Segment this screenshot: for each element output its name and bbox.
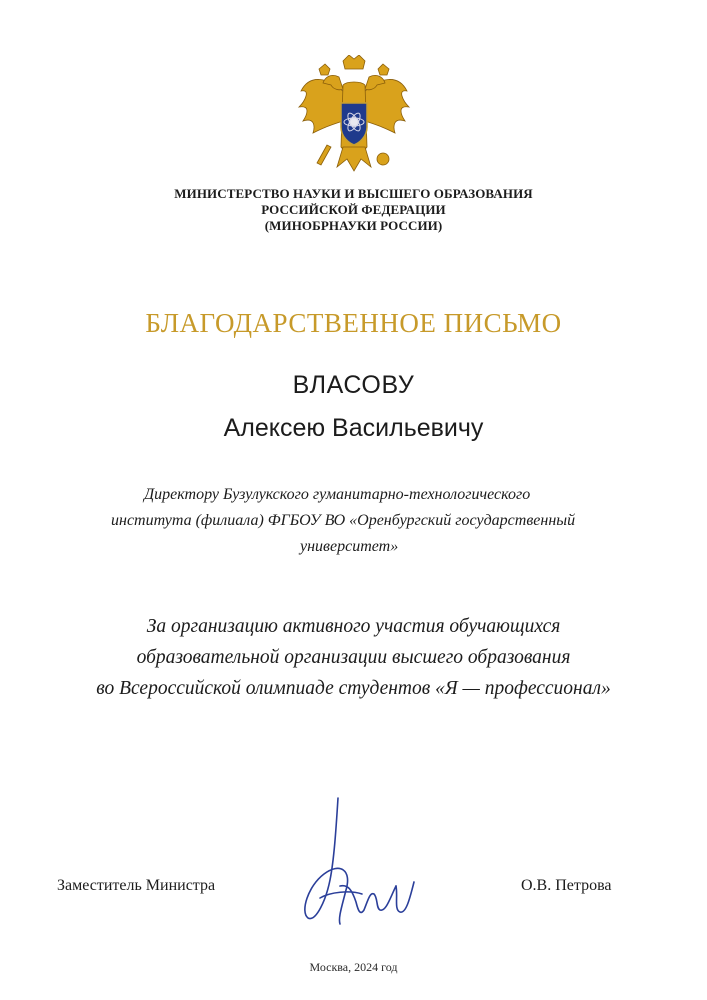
reason-line-3: во Всероссийской олимпиаде студентов «Я — профессионал» [96, 678, 611, 699]
signatory-title: Заместитель Министра [57, 877, 216, 894]
ministry-header [0, 186, 707, 234]
handwritten-signature [290, 790, 440, 940]
recipient-name: Алексею Васильевичу [223, 414, 484, 442]
reason-line-1: За организацию активного участия обучающихся [146, 616, 561, 637]
ministry-name-line-1: МИНИСТЕРСТВО НАУКИ И ВЫСШЕГО ОБРАЗОВАНИЯ [174, 186, 533, 201]
reason-line-2: образовательной организации высшего образования [136, 647, 571, 668]
position-line-2: института (филиала) ФГБОУ ВО «Оренбургский государственный [111, 512, 576, 529]
ministry-name-line-2: РОССИЙСКОЙ ФЕДЕРАЦИИ [261, 202, 446, 217]
position-line-1: Директору Бузулукского гуманитарно-технологического [144, 486, 531, 503]
recipient-position [111, 482, 631, 560]
signatory-name: О.В. Петрова [521, 877, 612, 894]
ministry-name-line-3: (МИНОБРНАУКИ РОССИИ) [264, 218, 443, 233]
double-headed-eagle-emblem-icon [297, 55, 411, 179]
place-and-date: Москва, 2024 год [309, 960, 398, 974]
gratitude-reason [0, 611, 707, 704]
position-line-3: университет» [300, 538, 399, 555]
document-title: БЛАГОДАРСТВЕННОЕ ПИСЬМО [145, 308, 562, 338]
recipient-surname: ВЛАСОВУ [292, 371, 415, 399]
